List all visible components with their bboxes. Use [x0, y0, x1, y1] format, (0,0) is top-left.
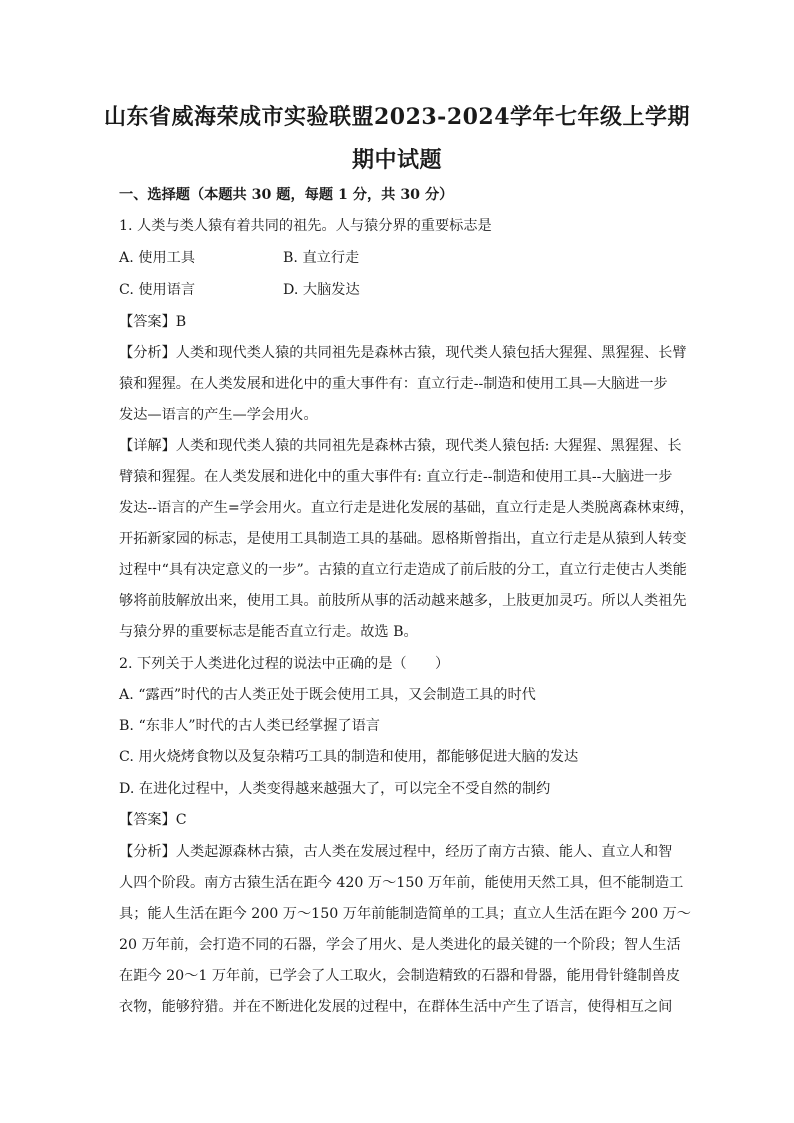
q1-detail-line: 【详解】人类和现代类人猿的共同祖先是森林古猿，现代类人猿包括: 大猩猩、黑猩猩、长: [119, 438, 682, 454]
q2-analysis-line: 20 万年前，会打造不同的石器，学会了用火、是人类进化的最关键的一个阶段；智人生活: [119, 937, 681, 953]
q1-detail-line: 够将前肢解放出来，使用工具。前肢所从事的活动越来越多，上肢更加灵巧。所以人类祖先: [119, 593, 687, 609]
q1-analysis-line: 发达—语言的产生—学会用火。: [119, 407, 318, 423]
section-heading: 一、选择题（本题共 30 题，每题 1 分，共 30 分）: [119, 187, 454, 203]
q2-option-b: B. “东非人”时代的古人类已经掌握了语言: [119, 718, 380, 734]
q1-analysis-line: 【分析】人类和现代类人猿的共同祖先是森林古猿，现代类人猿包括大猩猩、黑猩猩、长臂: [119, 345, 687, 361]
q2-option-d: D. 在进化过程中，人类变得越来越强大了，可以完全不受自然的制约: [119, 781, 551, 797]
q1-detail-line: 臂猿和猩猩。在人类发展和进化中的重大事件有: 直立行走--制造和使用工具--大脑进一步: [119, 469, 673, 485]
q2-analysis-line: 在距今 20～1 万年前，已学会了人工取火，会制造精致的石器和骨器，能用骨针缝制兽皮: [119, 968, 681, 984]
q1-analysis-line: 猿和猩猩。在人类发展和进化中的重大事件有：直立行走--制造和使用工具—大脑进一步: [119, 376, 668, 392]
q1-option-d: D. 大脑发达: [283, 282, 360, 298]
q1-detail-line: 与猿分界的重要标志是能否直立行走。故选 B。: [119, 624, 418, 640]
q1-option-b: B. 直立行走: [283, 250, 360, 266]
title-line-1: 山东省威海荣成市实验联盟2023-2024学年七年级上学期: [103, 104, 691, 130]
q2-answer: 【答案】C: [119, 812, 187, 828]
q1-option-c: C. 使用语言: [119, 282, 196, 298]
q2-option-a: A. “露西”时代的古人类正处于既会使用工具，又会制造工具的时代: [119, 687, 536, 703]
q1-answer: 【答案】B: [119, 314, 187, 330]
q1-option-a: A. 使用工具: [119, 250, 196, 266]
q2-analysis-line: 具；能人生活在距今 200 万～150 万年前能制造简单的工具；直立人生活在距今 200 万～: [119, 906, 691, 922]
q1-stem: 1. 人类与类人猿有着共同的祖先。人与猿分界的重要标志是: [119, 218, 492, 234]
q2-stem: 2. 下列关于人类进化过程的说法中正确的是（ ）: [119, 656, 450, 672]
title-line-2: 期中试题: [351, 147, 442, 173]
q1-detail-line: 过程中“具有决定意义的一步”。古猿的直立行走造成了前后肢的分工，直立行走使古人类能: [119, 562, 687, 578]
q1-options-row-1: [119, 248, 679, 268]
q2-analysis-line: 衣物，能够狩猎。并在不断进化发展的过程中，在群体生活中产生了语言，使得相互之间: [119, 999, 673, 1015]
q2-analysis-line: 人四个阶段。南方古猿生活在距今 420 万～150 万年前，能使用天然工具，但不能制造工: [119, 875, 684, 891]
q1-options-row-2: [119, 280, 679, 300]
q2-option-c: C. 用火烧烤食物以及复杂精巧工具的制造和使用，都能够促进大脑的发达: [119, 749, 579, 765]
q1-detail-line: 开拓新家园的标志，是使用工具制造工具的基础。恩格斯曾指出，直立行走是从猿到人转变: [119, 531, 687, 547]
q1-detail-line: 发达--语言的产生=学会用火。直立行走是进化发展的基础，直立行走是人类脱离森林束缚，: [119, 500, 694, 516]
q2-analysis-line: 【分析】人类起源森林古猿，古人类在发展过程中，经历了南方古猿、能人、直立人和智: [119, 844, 673, 860]
